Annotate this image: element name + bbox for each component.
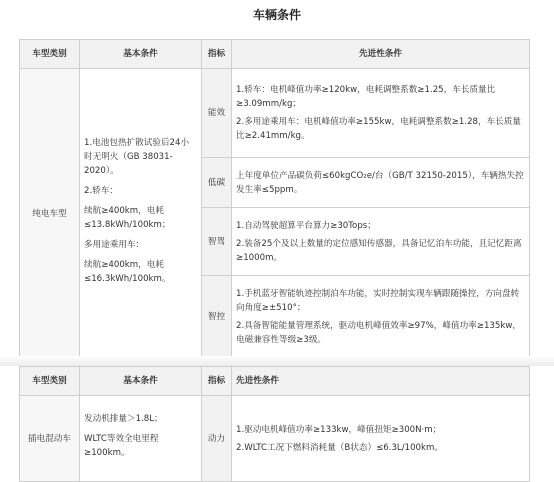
basic-condition-text: 续航≥400km，电耗≤13.8kWh/100km； — [84, 205, 171, 230]
basic-condition-text: 续航≥400km，电耗≤16.3kWh/100km。 — [84, 259, 171, 284]
advanced-condition-text: 2.多用途乘用车：电机峰值功率≥155kw，电耗调整系数≥1.28，车长质量比≥2.41mm/kg。 — [236, 117, 521, 141]
advanced-conditions-cell — [232, 69, 530, 158]
indicator-cell: 低碳 — [202, 158, 232, 208]
phev-conditions-table — [19, 366, 530, 482]
table-row — [20, 69, 530, 158]
vehicle-type-cell: 纯电车型 — [20, 69, 80, 359]
advanced-conditions-cell — [232, 396, 530, 482]
advanced-condition-text: 2.具备智能能量管理系统，驱动电机峰值效率≥97%，峰值功率≥135kw，电磁兼容性等级≥3级。 — [236, 321, 521, 345]
header-advanced-conditions: 先进性条件 — [232, 367, 530, 396]
advanced-conditions-cell — [232, 158, 530, 208]
basic-condition-text: WLTC等效全电里程≥100km。 — [84, 433, 159, 458]
indicator-cell: 智驾 — [202, 208, 232, 276]
advanced-condition-text: 1.自动驾驶超算平台算力≥30Tops； — [236, 220, 376, 231]
basic-condition-text: 多用途乘用车： — [84, 239, 145, 250]
advanced-condition-text: 上年度单位产品碳负荷≤60kgCO₂e/台（GB/T 32150-2015），车辆热失控发生率≤5ppm。 — [236, 170, 524, 195]
indicator-cell: 动力 — [202, 396, 232, 482]
advanced-condition-text: 1.轿车：电机峰值功率≥120kw，电耗调整系数≥1.25，车长质量比≥3.09mm/kg； — [236, 85, 496, 109]
section-divider — [0, 356, 554, 366]
vehicle-type-cell: 插电混动车 — [20, 396, 80, 482]
header-advanced-conditions: 先进性条件 — [232, 40, 530, 69]
advanced-condition-text: 2.WLTC工况下燃料消耗量（B状态）≤6.3L/100km。 — [236, 442, 443, 453]
advanced-condition-text: 2.装备25个及以上数量的定位感知传感器，具备记忆泊车功能，且记忆距离≥1000m。 — [236, 238, 522, 263]
indicator-cell: 能效 — [202, 69, 232, 158]
header-indicator: 指标 — [202, 40, 232, 69]
table-header-row — [20, 40, 530, 69]
table-header-row — [20, 367, 530, 396]
header-indicator: 指标 — [202, 367, 232, 396]
page-title: 车辆条件 — [252, 8, 301, 22]
pure-ev-conditions-table — [19, 39, 530, 359]
indicator-cell: 智控 — [202, 276, 232, 359]
basic-condition-text: 1.电池包热扩散试验后24小时无明火（GB 38031-2020）。 — [84, 137, 190, 176]
basic-condition-text: 2.轿车： — [84, 185, 118, 196]
table-row — [20, 396, 530, 482]
header-basic-conditions: 基本条件 — [80, 40, 202, 69]
advanced-conditions-cell — [232, 276, 530, 359]
advanced-conditions-cell — [232, 208, 530, 276]
basic-condition-text: 发动机排量＞1.8L； — [84, 413, 163, 424]
advanced-condition-text: 1.手机蓝牙智能轨迹控制泊车功能，实时控制实现车辆跟随操控，方向盘转向角度≥±510°； — [236, 289, 520, 313]
header-vehicle-type: 车型类别 — [20, 40, 80, 69]
header-vehicle-type: 车型类别 — [20, 367, 80, 396]
basic-conditions-cell — [80, 396, 202, 482]
basic-conditions-cell — [80, 69, 202, 359]
header-basic-conditions: 基本条件 — [80, 367, 202, 396]
advanced-condition-text: 1.驱动电机峰值功率≥133kw，峰值扭矩≥300N·m； — [236, 424, 442, 435]
